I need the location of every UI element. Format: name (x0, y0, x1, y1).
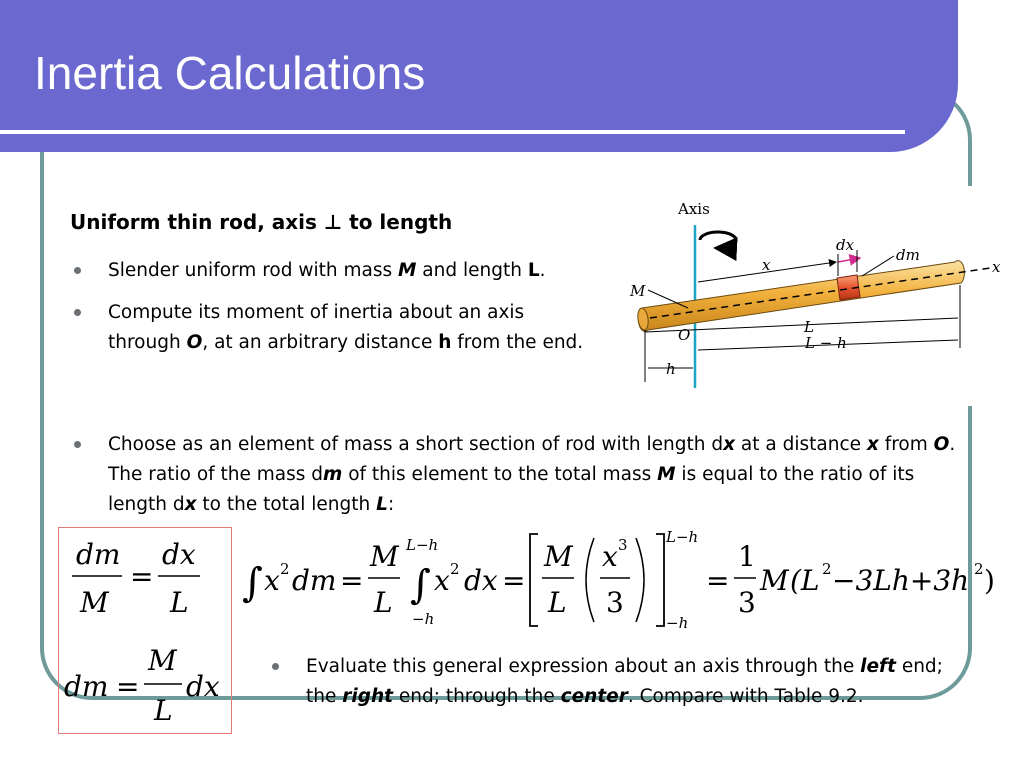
rod-centerline (650, 268, 990, 318)
dm-L: L (154, 694, 173, 727)
ratio-L: L (170, 586, 189, 619)
h-label: h (666, 360, 676, 378)
bullet-list-mid (70, 430, 960, 520)
br-3: 3 (606, 586, 624, 619)
rod-figure (600, 190, 1020, 395)
int-upper: L−h (406, 536, 439, 554)
ratio-dx: dx (162, 538, 196, 571)
res-paren: (L (790, 564, 820, 597)
br-M: M (544, 540, 573, 573)
int-eq3: = (706, 564, 730, 597)
br-upper: L−h (666, 528, 699, 546)
ratio-dm: dm (76, 538, 121, 571)
origin-label: O (678, 326, 691, 344)
res-close: ) (984, 564, 995, 597)
paren-left (586, 538, 594, 622)
res-mid: −3Lh+3h (832, 564, 970, 597)
res-3: 3 (738, 586, 756, 619)
int2-dx: dx (464, 564, 498, 597)
L-label: L (804, 318, 814, 336)
int2-exp: 2 (450, 560, 460, 578)
rotation-arrow-icon (700, 232, 736, 248)
dm-M: M (148, 644, 177, 677)
res-M: M (760, 564, 789, 597)
res-exp2: 2 (974, 560, 984, 578)
int2-x: x (434, 564, 450, 597)
int-eq2: = (502, 564, 526, 597)
br-L: L (548, 586, 567, 619)
ratio-equals: = (130, 560, 154, 593)
L-minus-h-label: L − h (805, 334, 847, 352)
br-lower: −h (666, 614, 689, 632)
int-lower: −h (412, 610, 435, 628)
int-dm: dm (292, 564, 337, 597)
dx-label: dx (836, 236, 855, 254)
bullet-list-top (70, 256, 590, 370)
int-eq1: = (340, 564, 364, 597)
axis-label: Axis (678, 200, 710, 218)
paren-right (636, 538, 644, 622)
dm-dx: dx (186, 670, 220, 703)
bullet-mass: Slender uniform rod with mass M and length L. (70, 256, 590, 286)
rod (638, 261, 964, 332)
br-exp: 3 (618, 536, 628, 554)
bracket-left (530, 534, 538, 626)
bullet-element: Choose as an element of mass a short section of rod with length dx at a distance x from O. The ratio of the mass dm of this element to the total mass M is equal to the ratio of its length dx to the total length L: (70, 430, 960, 520)
ratio-equation (62, 532, 230, 628)
ratio-M: M (80, 586, 109, 619)
res-exp1: 2 (822, 560, 832, 578)
x-axis-label: x (992, 258, 1001, 276)
bullet-evaluate: Evaluate this general expression about an axis through the left end; the right end; through the center. Compare with Table 9.2. (268, 652, 968, 712)
integral-sign-1: ∫ (242, 560, 263, 606)
slide-title: Inertia Calculations (34, 47, 426, 99)
int-L: L (374, 586, 393, 619)
bullet-list-bottom (268, 652, 968, 712)
bullet-compute: Compute its moment of inertia about an axis through O, at an arbitrary distance h from the end. (70, 298, 590, 358)
int-M: M (370, 540, 399, 573)
subheading: Uniform thin rod, axis ⊥ to length (70, 210, 453, 234)
dm-label: dm (896, 246, 920, 264)
res-1: 1 (738, 540, 756, 573)
title-underline (0, 130, 905, 134)
int-exp: 2 (280, 560, 290, 578)
integral-equation (238, 528, 1008, 634)
title-bar (0, 0, 958, 152)
x-dimension-label: x (762, 256, 771, 274)
integral-sign-2: ∫ (410, 562, 431, 608)
bracket-right (656, 534, 664, 626)
int-x: x (264, 564, 280, 597)
br-x: x (602, 540, 618, 573)
dm-equation (62, 640, 230, 730)
dm-equals: = (116, 670, 140, 703)
mass-label: M (630, 282, 646, 300)
dm-lhs: dm (64, 670, 109, 703)
